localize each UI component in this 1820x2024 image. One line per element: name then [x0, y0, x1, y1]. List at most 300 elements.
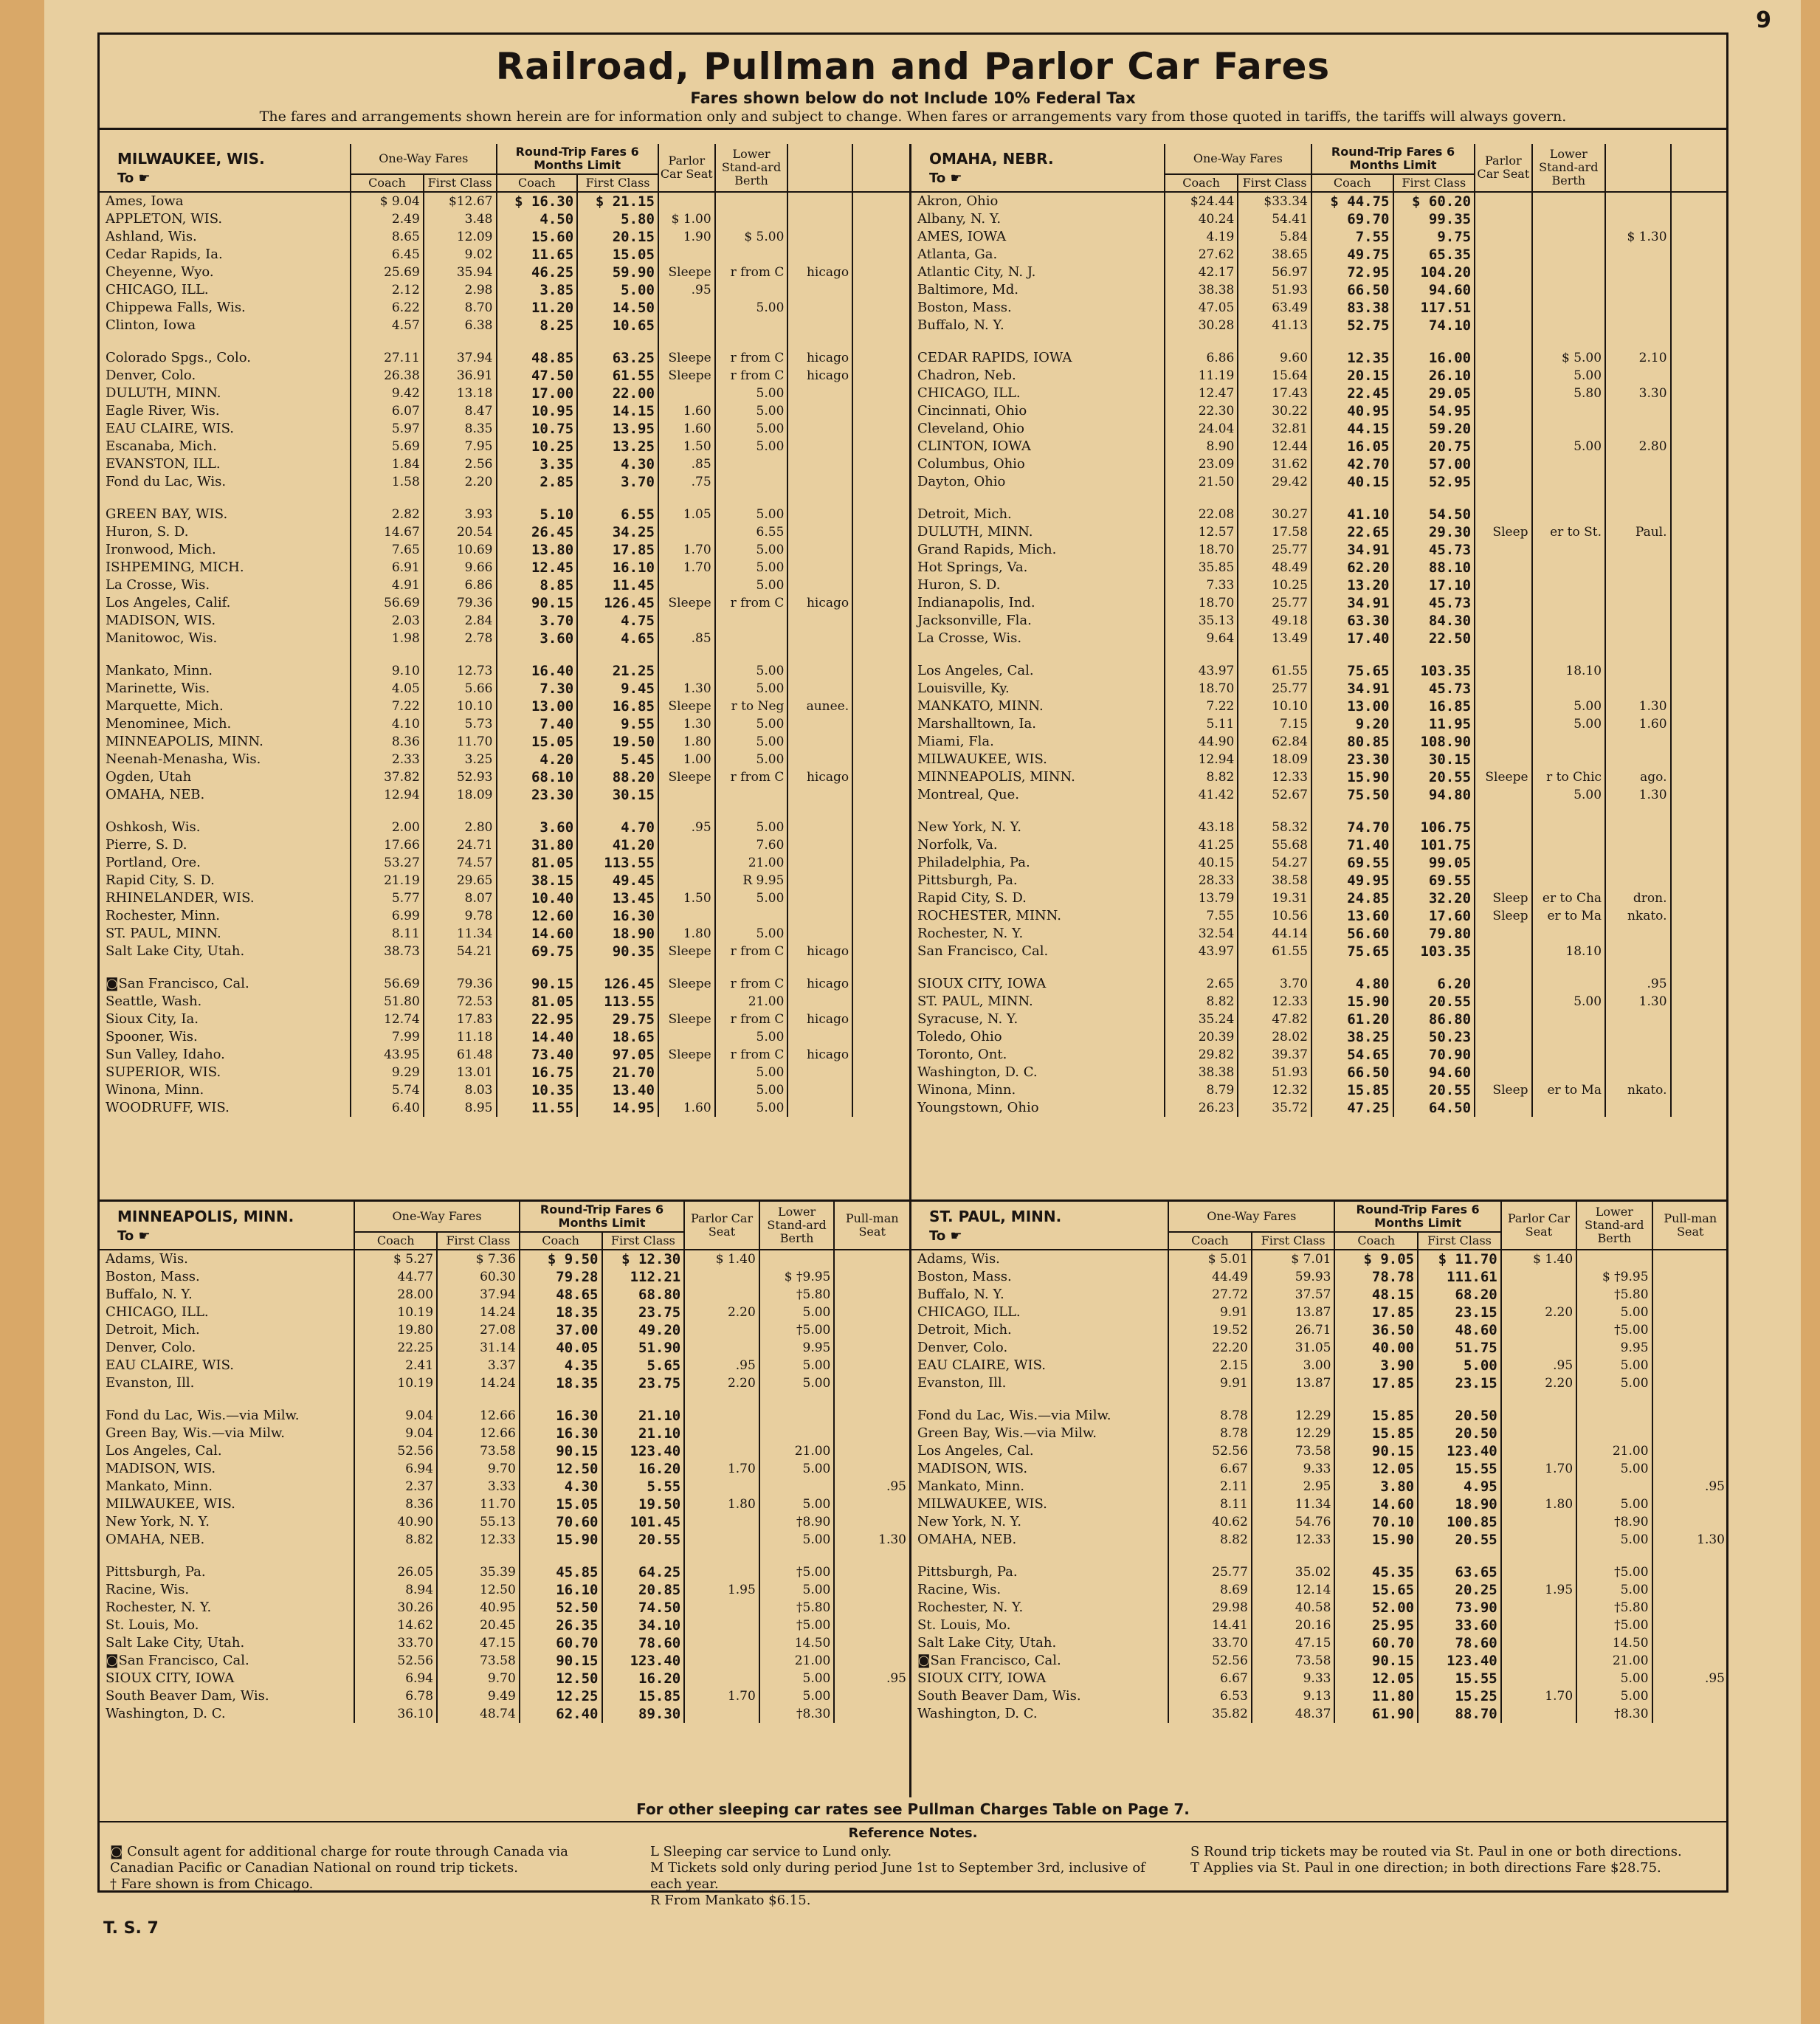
fare-cell: hicago	[787, 264, 852, 281]
destination-cell: Buffalo, N. Y.	[917, 317, 1004, 333]
fare-cell: 3.90	[1334, 1357, 1418, 1374]
notes-col-3	[1190, 1844, 1716, 1909]
fare-cell	[1605, 576, 1670, 594]
fare-cell	[1605, 559, 1670, 576]
fare-cell: 44.49	[1168, 1268, 1252, 1286]
table-row	[911, 541, 1728, 559]
destination-cell: Hot Springs, Va.	[917, 560, 1028, 575]
fare-cell	[787, 751, 852, 768]
destination-cell: Green Bay, Wis.—via Milw.	[106, 1425, 285, 1441]
fare-cell	[852, 1081, 909, 1099]
fare-cell	[1671, 925, 1728, 943]
destination-cell: ◙San Francisco, Cal.	[106, 1653, 249, 1668]
round-trip-header: Round-Trip Fares 6 Months Limit	[497, 144, 658, 174]
table-row	[911, 854, 1728, 872]
fare-cell	[1501, 1478, 1576, 1495]
fare-cell: 84.30	[1393, 612, 1475, 630]
table-row	[911, 1495, 1728, 1513]
fare-cell: 31.14	[437, 1339, 520, 1357]
fare-cell	[787, 872, 852, 889]
fare-cell: 14.50	[1576, 1634, 1652, 1652]
fare-cell: 4.35	[520, 1357, 602, 1374]
fare-cell: 6.86	[1165, 349, 1238, 367]
fare-cell	[684, 1634, 759, 1652]
fare-cell: 52.95	[1393, 473, 1475, 491]
fare-cell: 8.82	[1165, 768, 1238, 786]
fare-cell	[852, 662, 909, 680]
fare-cell: 7.22	[351, 698, 424, 715]
table-row	[911, 1687, 1728, 1705]
table-row	[911, 1652, 1728, 1670]
fare-cell: 5.80	[577, 210, 658, 228]
fare-cell: 40.62	[1168, 1513, 1252, 1531]
fare-cell	[1652, 1250, 1728, 1268]
fare-cell: 35.02	[1252, 1563, 1335, 1581]
fare-cell	[787, 993, 852, 1011]
fare-cell	[684, 1321, 759, 1339]
fare-cell: .95	[1605, 975, 1670, 993]
fare-cell: 62.20	[1311, 559, 1393, 576]
blank-header	[1605, 144, 1670, 192]
fare-cell: 47.15	[437, 1634, 520, 1652]
fare-cell	[1652, 1634, 1728, 1652]
destination-cell: Fond du Lac, Wis.	[106, 474, 227, 489]
fare-cell: †5.00	[1576, 1321, 1652, 1339]
destination-cell: Baltimore, Md.	[917, 282, 1018, 297]
fare-cell: 12.05	[1334, 1460, 1418, 1478]
fare-cell	[1532, 1028, 1606, 1046]
fare-cell: 13.49	[1238, 630, 1311, 647]
table-row	[911, 907, 1728, 925]
destination-cell: MINNEAPOLIS, MINN.	[106, 734, 263, 749]
fare-cell: Sleepe	[658, 943, 715, 960]
fare-cell	[852, 854, 909, 872]
fare-cell	[834, 1460, 909, 1478]
fare-cell: 16.20	[602, 1670, 685, 1687]
fare-cell: 37.94	[437, 1286, 520, 1304]
fare-cell	[1671, 576, 1728, 594]
fare-cell: 22.08	[1165, 506, 1238, 523]
table-row	[911, 1425, 1728, 1442]
destination-cell: Neenah-Menasha, Wis.	[106, 751, 261, 767]
destination-cell: Ogden, Utah	[106, 769, 192, 785]
fare-cell: 45.73	[1393, 541, 1475, 559]
blank-header	[1671, 144, 1728, 192]
table-row	[100, 1011, 909, 1028]
fare-cell	[1475, 662, 1531, 680]
fare-cell: 3.33	[437, 1478, 520, 1495]
fare-cell: 5.00	[715, 751, 788, 768]
note: M Tickets sold only during period June 1st to September 3rd, inclusive of each year.	[650, 1860, 1145, 1892]
fare-cell: $ 5.27	[354, 1250, 437, 1268]
destination-cell: Huron, S. D.	[106, 524, 189, 540]
fare-cell: 38.38	[1165, 1064, 1238, 1081]
blank-header	[852, 144, 909, 192]
fare-cell: 5.00	[1576, 1531, 1652, 1549]
table-row	[911, 993, 1728, 1011]
table-row	[100, 993, 909, 1011]
fare-cell: 37.57	[1252, 1286, 1335, 1304]
fare-cell	[834, 1339, 909, 1357]
fare-cell: 20.85	[602, 1581, 685, 1599]
spacer-cell	[1576, 1549, 1652, 1563]
group-spacer	[911, 804, 1728, 819]
destination-cell: ISHPEMING, MICH.	[106, 560, 244, 575]
destination-cell: RHINELANDER, WIS.	[106, 890, 255, 906]
fare-cell	[1532, 1046, 1606, 1064]
spacer-cell	[1532, 334, 1606, 349]
fare-cell	[1532, 751, 1606, 768]
fare-cell: 2.85	[497, 473, 578, 491]
fare-cell	[1652, 1425, 1728, 1442]
stpaul-fare-table	[911, 1202, 1728, 1723]
fare-cell: Sleep	[1475, 523, 1531, 541]
fare-cell: †8.90	[759, 1513, 835, 1531]
fare-cell: 52.67	[1238, 786, 1311, 804]
fare-cell: 29.82	[1165, 1046, 1238, 1064]
spacer-cell	[497, 491, 578, 506]
table-row	[911, 698, 1728, 715]
destination-cell: MINNEAPOLIS, MINN.	[917, 769, 1075, 785]
fare-cell	[1501, 1268, 1576, 1286]
fare-cell	[834, 1268, 909, 1286]
fare-cell: 2.33	[351, 751, 424, 768]
spacer-cell	[911, 1392, 1168, 1407]
fare-cell: 43.97	[1165, 943, 1238, 960]
fare-cell: 40.24	[1165, 210, 1238, 228]
fare-cell	[1671, 385, 1728, 402]
destination-cell: Portland, Ore.	[106, 855, 201, 870]
fare-cell: $ 7.36	[437, 1250, 520, 1268]
destination-cell: Akron, Ohio	[917, 193, 999, 209]
fare-cell: 3.93	[424, 506, 497, 523]
destination-cell: Denver, Colo.	[106, 1340, 196, 1355]
fare-cell: 21.00	[759, 1442, 835, 1460]
fare-cell: 12.50	[520, 1670, 602, 1687]
table-row	[100, 768, 909, 786]
fare-cell: 44.15	[1311, 420, 1393, 438]
fare-cell: 34.10	[602, 1617, 685, 1634]
fare-cell: 34.25	[577, 523, 658, 541]
spacer-cell	[1393, 960, 1475, 975]
fare-cell: r from C	[715, 943, 788, 960]
fare-cell	[1671, 889, 1728, 907]
destination-cell: EAU CLAIRE, WIS.	[106, 1357, 235, 1373]
first-class-header: First Class	[437, 1232, 520, 1250]
pullman-seat-header: Pull-man Seat	[1652, 1202, 1728, 1250]
fare-cell	[1671, 523, 1728, 541]
blank-header	[787, 144, 852, 192]
spacer-cell	[1393, 491, 1475, 506]
table-row	[100, 1357, 909, 1374]
spacer-cell	[759, 1392, 835, 1407]
fare-cell: 99.35	[1393, 210, 1475, 228]
fare-cell: 90.15	[1334, 1652, 1418, 1670]
pullman-seat-header: Pull-man Seat	[834, 1202, 909, 1250]
fare-cell: 15.65	[1334, 1581, 1418, 1599]
fare-cell	[1475, 872, 1531, 889]
fare-cell	[787, 402, 852, 420]
table-row	[911, 1081, 1728, 1099]
fare-cell: 5.00	[1576, 1687, 1652, 1705]
fare-cell: 31.05	[1252, 1339, 1335, 1357]
fare-cell: 5.00	[715, 819, 788, 836]
destination-cell: Salt Lake City, Utah.	[106, 1635, 245, 1650]
fare-cell	[787, 836, 852, 854]
table-row	[911, 1099, 1728, 1117]
fare-cell: 4.30	[577, 455, 658, 473]
fare-cell	[1605, 455, 1670, 473]
fare-cell	[1501, 1339, 1576, 1357]
fare-cell: hicago	[787, 1046, 852, 1064]
destination-cell: Racine, Wis.	[106, 1582, 190, 1597]
fare-cell	[1605, 420, 1670, 438]
fare-cell	[1652, 1357, 1728, 1374]
fare-cell: 74.10	[1393, 317, 1475, 334]
table-row	[100, 889, 909, 907]
fare-cell	[1671, 367, 1728, 385]
destination-cell: Adams, Wis.	[106, 1251, 188, 1267]
fare-cell: 43.95	[351, 1046, 424, 1064]
fare-cell: 2.41	[354, 1357, 437, 1374]
fare-cell: 23.30	[497, 786, 578, 804]
fare-cell: 41.25	[1165, 836, 1238, 854]
fare-cell: 40.58	[1252, 1599, 1335, 1617]
fare-cell: r from C	[715, 1046, 788, 1064]
fare-cell: 73.40	[497, 1046, 578, 1064]
destination-cell: South Beaver Dam, Wis.	[106, 1688, 269, 1704]
fare-cell: 11.70	[437, 1495, 520, 1513]
fare-cell: 1.84	[351, 455, 424, 473]
fare-cell	[1605, 281, 1670, 299]
fare-cell	[1671, 975, 1728, 993]
minneapolis-fare-table	[100, 1202, 909, 1723]
fare-cell: 13.00	[1311, 698, 1393, 715]
fare-cell: 1.80	[658, 925, 715, 943]
fare-cell: 5.00	[759, 1687, 835, 1705]
fare-cell: 51.93	[1238, 1064, 1311, 1081]
fare-cell: 15.90	[520, 1531, 602, 1549]
fare-cell: 51.80	[351, 993, 424, 1011]
fare-cell: 11.80	[1334, 1687, 1418, 1705]
fare-cell: 1.95	[1501, 1581, 1576, 1599]
fare-cell: 4.50	[497, 210, 578, 228]
fare-cell: 5.00	[1532, 367, 1606, 385]
table-row	[911, 889, 1728, 907]
spacer-cell	[1165, 647, 1238, 662]
fare-cell: 29.05	[1393, 385, 1475, 402]
table-row	[100, 1442, 909, 1460]
spacer-cell	[100, 1549, 354, 1563]
omaha-fare-table	[911, 144, 1728, 1117]
fare-cell: 81.05	[497, 854, 578, 872]
fare-cell: 10.75	[497, 420, 578, 438]
fare-cell: 56.60	[1311, 925, 1393, 943]
spacer-cell	[1252, 1549, 1335, 1563]
fare-cell	[1532, 1011, 1606, 1028]
fare-cell	[1671, 559, 1728, 576]
fare-cell: 27.08	[437, 1321, 520, 1339]
fare-cell: Sleepe	[658, 698, 715, 715]
spacer-cell	[1393, 334, 1475, 349]
fare-cell	[1671, 402, 1728, 420]
coach-header: Coach	[1165, 174, 1238, 192]
fare-cell: hicago	[787, 594, 852, 612]
spacer-cell	[1334, 1392, 1418, 1407]
fare-cell: 60.70	[1334, 1634, 1418, 1652]
fare-cell: 13.25	[577, 438, 658, 455]
fare-cell: 9.02	[424, 246, 497, 264]
fare-cell: 11.20	[497, 299, 578, 317]
fare-cell: 7.99	[351, 1028, 424, 1046]
fare-cell	[1605, 594, 1670, 612]
fare-cell: 5.00	[715, 1081, 788, 1099]
fare-cell	[1501, 1705, 1576, 1723]
fare-cell: 15.85	[1334, 1407, 1418, 1425]
fare-cell	[684, 1670, 759, 1687]
destination-cell: Chadron, Neb.	[917, 368, 1016, 383]
group-spacer	[911, 1392, 1728, 1407]
spacer-cell	[852, 960, 909, 975]
destination-cell: Adams, Wis.	[917, 1251, 1000, 1267]
destination-cell: Fond du Lac, Wis.—via Milw.	[917, 1408, 1111, 1423]
fare-cell	[684, 1425, 759, 1442]
spacer-cell	[1334, 1549, 1418, 1563]
fare-cell: 64.50	[1393, 1099, 1475, 1117]
fare-cell	[834, 1581, 909, 1599]
group-spacer	[100, 647, 909, 662]
table-row	[911, 1407, 1728, 1425]
fare-cell: 54.76	[1252, 1513, 1335, 1531]
fare-cell	[1501, 1617, 1576, 1634]
fare-cell: 78.78	[1334, 1268, 1418, 1286]
fare-cell: 2.15	[1168, 1357, 1252, 1374]
fare-cell	[834, 1687, 909, 1705]
fare-cell	[1532, 420, 1606, 438]
fare-cell: 22.45	[1311, 385, 1393, 402]
fare-cell: 45.73	[1393, 594, 1475, 612]
spacer-cell	[1576, 1392, 1652, 1407]
fare-cell	[1532, 925, 1606, 943]
table-row	[100, 733, 909, 751]
fare-cell	[1671, 1028, 1728, 1046]
fare-cell: 1.95	[684, 1581, 759, 1599]
destination-cell: La Crosse, Wis.	[917, 630, 1022, 646]
destination-cell: Marshalltown, Ia.	[917, 716, 1036, 732]
table-row	[100, 698, 909, 715]
fare-cell: dron.	[1605, 889, 1670, 907]
fare-cell: 81.05	[497, 993, 578, 1011]
fare-cell: 20.55	[602, 1531, 685, 1549]
fare-cell	[1475, 541, 1531, 559]
group-spacer	[100, 1549, 909, 1563]
fare-cell: 3.70	[497, 612, 578, 630]
spacer-cell	[1671, 960, 1728, 975]
fare-cell: $24.44	[1165, 192, 1238, 210]
destination-cell: ST. PAUL, MINN.	[917, 994, 1033, 1009]
fare-cell: aunee.	[787, 698, 852, 715]
fare-cell: 24.04	[1165, 420, 1238, 438]
fare-cell: 8.82	[1165, 993, 1238, 1011]
fare-cell: 6.94	[354, 1460, 437, 1478]
fare-cell: 10.35	[497, 1081, 578, 1099]
fare-cell	[684, 1286, 759, 1304]
fare-cell: .95	[1652, 1478, 1728, 1495]
fare-cell: 7.15	[1238, 715, 1311, 733]
footer	[100, 1797, 1726, 1912]
destination-cell: Washington, D. C.	[106, 1706, 226, 1721]
fare-cell	[1576, 1425, 1652, 1442]
spacer-cell	[437, 1549, 520, 1563]
to-label: To ☛	[929, 1228, 962, 1244]
fare-cell: r to Neg	[715, 698, 788, 715]
fare-cell: 6.67	[1168, 1460, 1252, 1478]
fare-cell: 11.55	[497, 1099, 578, 1117]
fare-cell: hicago	[787, 768, 852, 786]
fare-cell: 111.61	[1418, 1268, 1501, 1286]
spacer-cell	[1238, 334, 1311, 349]
fare-cell: r to Chic	[1532, 768, 1606, 786]
fare-cell: 4.91	[351, 576, 424, 594]
fare-cell: 9.91	[1168, 1374, 1252, 1392]
table-row	[100, 975, 909, 993]
fare-cell: 25.77	[1238, 680, 1311, 698]
table-row	[100, 385, 909, 402]
fare-cell: 18.35	[520, 1374, 602, 1392]
fare-cell	[684, 1407, 759, 1425]
fare-cell: 15.55	[1418, 1670, 1501, 1687]
fare-cell: 13.18	[424, 385, 497, 402]
spacer-cell	[852, 491, 909, 506]
fare-cell: r from C	[715, 264, 788, 281]
fare-cell	[852, 1046, 909, 1064]
fare-cell: 29.30	[1393, 523, 1475, 541]
fare-cell	[787, 506, 852, 523]
fare-cell: 6.22	[351, 299, 424, 317]
fare-cell: 20.50	[1418, 1407, 1501, 1425]
fare-cell	[1475, 367, 1531, 385]
fare-cell: 11.65	[497, 246, 578, 264]
fare-cell	[787, 680, 852, 698]
spacer-cell	[911, 1549, 1168, 1563]
fare-cell	[834, 1357, 909, 1374]
fare-cell: 58.32	[1238, 819, 1311, 836]
fare-cell	[787, 192, 852, 210]
group-spacer	[100, 334, 909, 349]
fare-cell: 1.70	[658, 559, 715, 576]
fare-cell: 6.07	[351, 402, 424, 420]
table-row	[100, 1407, 909, 1425]
fare-cell: 57.00	[1393, 455, 1475, 473]
table-row	[100, 1064, 909, 1081]
spacer-cell	[100, 334, 351, 349]
destination-cell: La Crosse, Wis.	[106, 577, 210, 593]
fare-cell: 17.85	[577, 541, 658, 559]
fare-cell: 5.00	[715, 1064, 788, 1081]
fare-cell	[852, 836, 909, 854]
table-row	[911, 1599, 1728, 1617]
fare-cell	[1532, 210, 1606, 228]
fare-cell	[787, 733, 852, 751]
fare-cell	[787, 1064, 852, 1081]
fare-cell	[684, 1339, 759, 1357]
fare-cell	[787, 786, 852, 804]
fare-cell	[1671, 768, 1728, 786]
spacer-cell	[715, 804, 788, 819]
fare-cell: 5.00	[759, 1374, 835, 1392]
destination-cell: Pierre, S. D.	[106, 837, 187, 853]
fare-cell: 17.66	[351, 836, 424, 854]
